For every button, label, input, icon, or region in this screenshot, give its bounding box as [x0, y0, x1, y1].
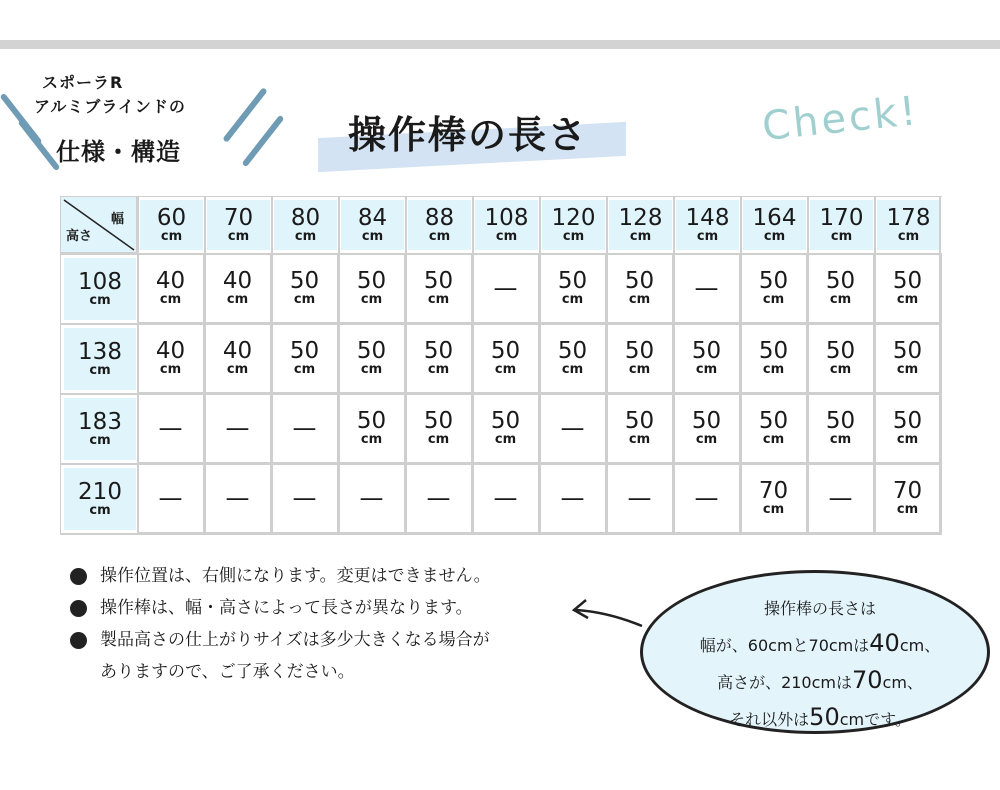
- note-item: [66, 592, 586, 624]
- series-line-3: 仕様・構造: [56, 138, 181, 166]
- cell-value: 50: [423, 407, 454, 434]
- cell-unit: cm: [495, 228, 518, 244]
- table-cell: [473, 324, 540, 394]
- cell-value: 178: [886, 204, 931, 231]
- table-cell: [741, 464, 808, 534]
- cell-unit: cm: [829, 431, 852, 447]
- cell-value: 70: [758, 477, 789, 504]
- cell-unit: cm: [562, 228, 585, 244]
- cell-value: 50: [490, 407, 521, 434]
- cell-value: 50: [289, 337, 320, 364]
- cell-unit: cm: [561, 361, 584, 377]
- cell-value: 70: [892, 477, 923, 504]
- cell-unit: cm: [159, 361, 182, 377]
- note-item: [66, 560, 586, 592]
- cell-unit: cm: [830, 228, 853, 244]
- cell-dash: —: [493, 274, 518, 302]
- cell-value: 50: [557, 267, 588, 294]
- cell-dash: —: [560, 414, 585, 442]
- cell-value: 50: [825, 267, 856, 294]
- cell-unit: cm: [427, 291, 450, 307]
- bullet-icon: [70, 568, 87, 585]
- slash-decor-right-1: [222, 87, 267, 143]
- cell-value: 88: [424, 204, 455, 231]
- cell-value: 40: [155, 267, 186, 294]
- cell-value: 50: [691, 407, 722, 434]
- cell-value: 148: [685, 204, 730, 231]
- table-cell: [406, 394, 473, 464]
- cell-value: 50: [624, 407, 655, 434]
- width-header: [274, 200, 337, 250]
- cell-value: 40: [155, 337, 186, 364]
- width-header: [810, 200, 873, 250]
- table-cell: [138, 464, 205, 534]
- table-cell: [406, 254, 473, 324]
- cell-unit: cm: [896, 361, 919, 377]
- page-title: 操作棒の長さ: [348, 113, 589, 157]
- series-line-1: スポーラR: [42, 73, 124, 92]
- table-cell: [674, 324, 741, 394]
- bullet-icon: [70, 600, 87, 617]
- table-cell: [607, 324, 674, 394]
- table-cell: [875, 464, 942, 534]
- cell-unit: cm: [628, 431, 651, 447]
- bubble-line-3: 高さが、210cmは70cm、: [717, 666, 923, 694]
- cell-value: 50: [892, 407, 923, 434]
- bullet-icon: [70, 632, 87, 649]
- table-cell: [607, 254, 674, 324]
- slash-decor-left-2: [18, 119, 61, 172]
- width-header: [609, 200, 672, 250]
- cell-value: 108: [484, 204, 529, 231]
- table-cell: [406, 464, 473, 534]
- cell-unit: cm: [762, 291, 785, 307]
- note-text: 操作棒は、幅・高さによって長さが異なります。: [100, 598, 473, 618]
- table-cell: [339, 254, 406, 324]
- cell-unit: cm: [361, 228, 384, 244]
- table-cell: [205, 254, 272, 324]
- cell-value: 50: [356, 267, 387, 294]
- width-header: [140, 200, 203, 250]
- table-cell: [138, 254, 205, 324]
- cell-unit: cm: [293, 361, 316, 377]
- table-cell: [205, 324, 272, 394]
- table-cell: [674, 464, 741, 534]
- cell-value: 50: [825, 337, 856, 364]
- table-cell: [272, 394, 339, 464]
- width-header: [743, 200, 806, 250]
- bubble-line-4: それ以外は50cmです。: [729, 703, 911, 731]
- cell-unit: cm: [628, 361, 651, 377]
- cell-unit: cm: [561, 291, 584, 307]
- cell-value: 50: [356, 337, 387, 364]
- cell-dash: —: [828, 484, 853, 512]
- cell-unit: cm: [695, 361, 718, 377]
- cell-value: 108: [78, 268, 122, 295]
- series-label: [0, 60, 280, 180]
- cell-unit: cm: [159, 291, 182, 307]
- cell-value: 80: [290, 204, 321, 231]
- table-cell: [473, 464, 540, 534]
- cell-value: 50: [557, 337, 588, 364]
- cell-value: 50: [423, 267, 454, 294]
- cell-unit: cm: [89, 502, 111, 518]
- cell-dash: —: [627, 484, 652, 512]
- top-rule: [0, 40, 1000, 49]
- table-cell: [473, 394, 540, 464]
- cell-unit: cm: [160, 228, 183, 244]
- table-cell: [339, 324, 406, 394]
- cell-unit: cm: [360, 431, 383, 447]
- table-cell: [138, 324, 205, 394]
- table-cell: [741, 254, 808, 324]
- table-cell: [339, 464, 406, 534]
- arrow-icon: [568, 592, 648, 632]
- cell-unit: cm: [896, 431, 919, 447]
- height-header: [64, 468, 136, 530]
- cell-value: 50: [758, 407, 789, 434]
- cell-value: 50: [356, 407, 387, 434]
- notes-list: [66, 560, 586, 688]
- cell-value: 40: [222, 337, 253, 364]
- table-cell: [540, 394, 607, 464]
- cell-value: 170: [819, 204, 864, 231]
- cell-unit: cm: [628, 291, 651, 307]
- cell-value: 50: [691, 337, 722, 364]
- series-line-2: アルミブラインドの: [34, 97, 186, 116]
- cell-unit: cm: [695, 431, 718, 447]
- table-cell: [808, 254, 875, 324]
- table-cell: [607, 464, 674, 534]
- table-cell: [138, 394, 205, 464]
- cell-value: 210: [78, 478, 122, 505]
- cell-value: 60: [156, 204, 187, 231]
- cell-unit: cm: [427, 361, 450, 377]
- cell-unit: cm: [896, 291, 919, 307]
- table-cell: [808, 464, 875, 534]
- cell-unit: cm: [896, 501, 919, 517]
- cell-dash: —: [426, 484, 451, 512]
- width-header: [341, 200, 404, 250]
- cell-dash: —: [694, 484, 719, 512]
- note-item: [66, 624, 586, 656]
- width-header: [408, 200, 471, 250]
- width-header: [542, 200, 605, 250]
- cell-unit: cm: [89, 432, 111, 448]
- cell-unit: cm: [829, 361, 852, 377]
- cell-dash: —: [694, 274, 719, 302]
- table-cell: [473, 254, 540, 324]
- cell-value: 50: [758, 337, 789, 364]
- cell-unit: cm: [227, 228, 250, 244]
- table-cell: [272, 254, 339, 324]
- note-item-continuation: [66, 656, 586, 688]
- cell-value: 70: [223, 204, 254, 231]
- table-cell: [540, 254, 607, 324]
- table-cell: [205, 464, 272, 534]
- table-cell: [406, 324, 473, 394]
- height-header: [64, 258, 136, 320]
- bubble-line-1: 操作棒の長さは: [763, 599, 876, 618]
- cell-unit: cm: [360, 291, 383, 307]
- cell-unit: cm: [762, 361, 785, 377]
- cell-unit: cm: [294, 228, 317, 244]
- speech-bubble-text: [670, 592, 970, 737]
- cell-dash: —: [493, 484, 518, 512]
- table-corner: [60, 196, 138, 254]
- table-cell: [205, 394, 272, 464]
- cell-value: 138: [78, 338, 122, 365]
- cell-unit: cm: [762, 431, 785, 447]
- cell-dash: —: [292, 484, 317, 512]
- table-cell: [808, 324, 875, 394]
- height-header: [64, 328, 136, 390]
- table-cell: [674, 394, 741, 464]
- cell-unit: cm: [360, 361, 383, 377]
- cell-unit: cm: [494, 361, 517, 377]
- cell-dash: —: [560, 484, 585, 512]
- height-header: [64, 398, 136, 460]
- cell-value: 128: [618, 204, 663, 231]
- table-cell: [607, 394, 674, 464]
- corner-height-label: 高さ: [66, 229, 93, 244]
- cell-unit: cm: [428, 228, 451, 244]
- table-cell: [875, 394, 942, 464]
- table-cell: [741, 394, 808, 464]
- cell-value: 50: [758, 267, 789, 294]
- cell-unit: cm: [696, 228, 719, 244]
- note-text: 製品高さの仕上がりサイズは多少大きくなる場合が: [100, 630, 490, 650]
- table-cell: [741, 324, 808, 394]
- rod-length-table: [60, 196, 942, 536]
- cell-value: 183: [78, 408, 122, 435]
- cell-value: 164: [752, 204, 797, 231]
- cell-unit: cm: [829, 291, 852, 307]
- cell-unit: cm: [494, 431, 517, 447]
- table-cell: [272, 464, 339, 534]
- cell-value: 50: [624, 267, 655, 294]
- cell-unit: cm: [226, 291, 249, 307]
- cell-unit: cm: [762, 501, 785, 517]
- cell-value: 50: [624, 337, 655, 364]
- cell-unit: cm: [629, 228, 652, 244]
- cell-unit: cm: [763, 228, 786, 244]
- bubble-line-2: 幅が、60cmと70cmは40cm、: [699, 629, 941, 657]
- cell-unit: cm: [293, 291, 316, 307]
- cell-value: 40: [222, 267, 253, 294]
- table-cell: [875, 254, 942, 324]
- cell-dash: —: [158, 414, 183, 442]
- cell-unit: cm: [897, 228, 920, 244]
- width-header: [475, 200, 538, 250]
- cell-dash: —: [292, 414, 317, 442]
- cell-value: 50: [289, 267, 320, 294]
- cell-value: 50: [490, 337, 521, 364]
- table-cell: [875, 324, 942, 394]
- table-cell: [339, 394, 406, 464]
- cell-dash: —: [225, 414, 250, 442]
- slash-decor-right-2: [242, 115, 285, 168]
- note-text: ありますので、ご了承ください。: [100, 662, 355, 682]
- cell-unit: cm: [89, 292, 111, 308]
- table-cell: [674, 254, 741, 324]
- table-cell: [540, 464, 607, 534]
- table-cell: [272, 324, 339, 394]
- cell-value: 50: [423, 337, 454, 364]
- cell-value: 84: [357, 204, 388, 231]
- check-label: Check!: [760, 87, 922, 151]
- cell-value: 50: [892, 267, 923, 294]
- width-header: [207, 200, 270, 250]
- cell-value: 120: [551, 204, 596, 231]
- note-text: 操作位置は、右側になります。変更はできません。: [100, 566, 491, 586]
- cell-unit: cm: [427, 431, 450, 447]
- table-cell: [540, 324, 607, 394]
- cell-dash: —: [225, 484, 250, 512]
- cell-dash: —: [359, 484, 384, 512]
- cell-unit: cm: [226, 361, 249, 377]
- cell-unit: cm: [89, 362, 111, 378]
- corner-width-label: 幅: [110, 212, 124, 227]
- cell-value: 50: [892, 337, 923, 364]
- cell-dash: —: [158, 484, 183, 512]
- width-header: [877, 200, 940, 250]
- cell-value: 50: [825, 407, 856, 434]
- table-cell: [808, 394, 875, 464]
- width-header: [676, 200, 739, 250]
